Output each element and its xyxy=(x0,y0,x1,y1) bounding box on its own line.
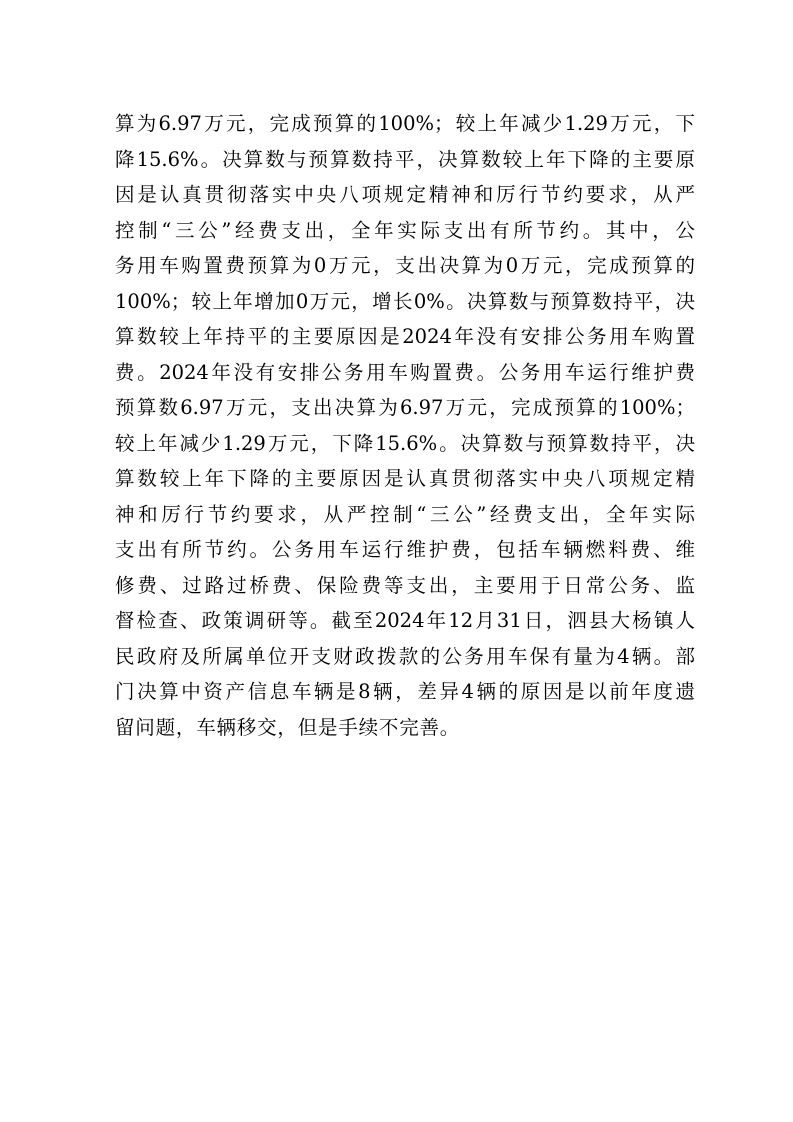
text-line: 支出有所节约。公务用车运行维护费，包括车辆燃料费、维 xyxy=(115,538,695,561)
text-line: 100%；较上年增加0万元，增长0%。决算数与预算数持平，决 xyxy=(115,289,695,313)
text-line: 神和厉行节约要求，从严控制“三公”经费支出，全年实际 xyxy=(115,502,695,526)
text-line: 督检查、政策调研等。截至2024年12月31日，泗县大杨镇人 xyxy=(115,609,695,632)
text-line-last: 留问题，车辆移交，但是手续不完善。 xyxy=(115,715,461,739)
text-line: 因是认真贯彻落实中央八项规定精神和厉行节约要求，从严 xyxy=(115,183,695,206)
body-paragraph xyxy=(115,106,695,745)
text-line: 算为6.97万元，完成预算的100%；较上年减少1.29万元，下 xyxy=(115,112,695,135)
text-line: 控制“三公”经费支出，全年实际支出有所节约。其中，公 xyxy=(115,218,695,242)
text-line: 算数较上年持平的主要原因是2024年没有安排公务用车购置 xyxy=(115,325,695,348)
text-line: 门决算中资产信息车辆是8辆，差异4辆的原因是以前年度遗 xyxy=(115,680,695,703)
text-line: 预算数6.97万元，支出决算为6.97万元，完成预算的100%； xyxy=(115,396,695,419)
text-line: 修费、过路过桥费、保险费等支出，主要用于日常公务、监 xyxy=(115,573,695,597)
text-line: 民政府及所属单位开支财政拨款的公务用车保有量为4辆。部 xyxy=(115,644,695,668)
text-line: 较上年减少1.29万元，下降15.6%。决算数与预算数持平，决 xyxy=(115,431,695,455)
text-line: 务用车购置费预算为0万元，支出决算为0万元，完成预算的 xyxy=(115,254,695,277)
text-line: 费。2024年没有安排公务用车购置费。公务用车运行维护费 xyxy=(115,360,695,384)
text-line: 算数较上年下降的主要原因是认真贯彻落实中央八项规定精 xyxy=(115,467,695,490)
text-line: 降15.6%。决算数与预算数持平，决算数较上年下降的主要原 xyxy=(115,147,695,171)
